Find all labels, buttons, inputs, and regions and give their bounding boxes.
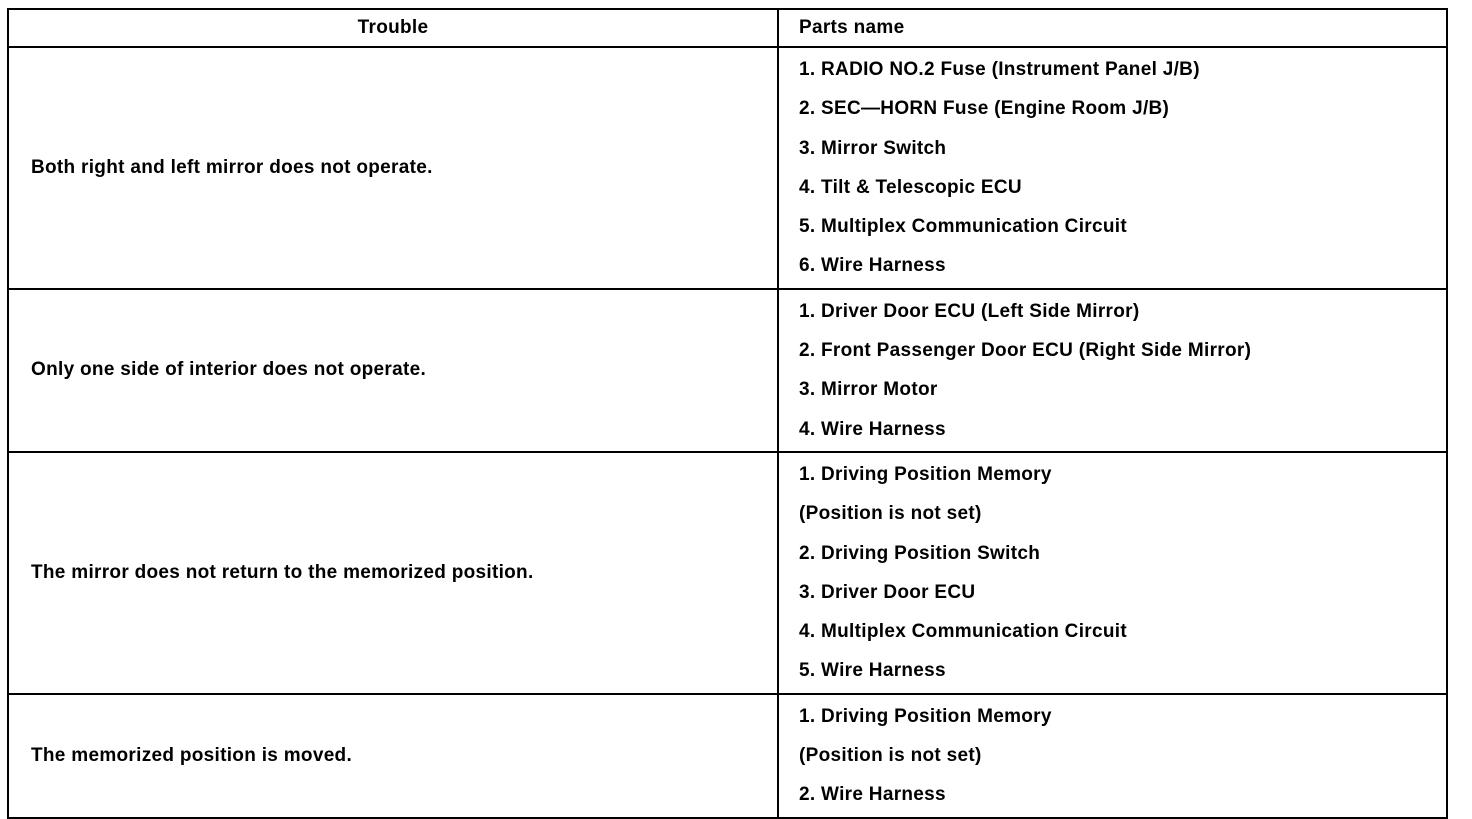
trouble-cell: Only one side of interior does not operate. [8, 289, 778, 452]
part-item: 4. Wire Harness [799, 418, 946, 440]
table-row [8, 47, 1447, 289]
part-item: 2. Front Passenger Door ECU (Right Side Mirror) [799, 340, 1252, 362]
table-row [8, 452, 1447, 694]
part-item: (Position is not set) [799, 503, 982, 525]
header-row [8, 9, 1447, 47]
parts-cell [778, 694, 1447, 818]
part-item: 1. Driving Position Memory [799, 705, 1052, 727]
part-item: (Position is not set) [799, 745, 982, 767]
trouble-cell: The memorized position is moved. [8, 694, 778, 818]
part-item: 3. Mirror Motor [799, 379, 938, 401]
header-parts-name: Parts name [778, 9, 1447, 47]
trouble-cell: The mirror does not return to the memorized position. [8, 452, 778, 694]
parts-cell [778, 47, 1447, 289]
part-item: 4. Multiplex Communication Circuit [799, 621, 1127, 643]
trouble-cell: Both right and left mirror does not operate. [8, 47, 778, 289]
parts-cell [778, 289, 1447, 452]
part-item: 1. Driving Position Memory [799, 463, 1052, 485]
table-row [8, 694, 1447, 818]
table-row [8, 289, 1447, 452]
parts-cell [778, 452, 1447, 694]
troubleshooting-table [7, 8, 1448, 819]
part-item: 1. RADIO NO.2 Fuse (Instrument Panel J/B) [799, 59, 1200, 80]
part-item: 5. Multiplex Communication Circuit [799, 216, 1127, 238]
table-header [8, 9, 1447, 47]
header-trouble: Trouble [8, 9, 778, 47]
part-item: 1. Driver Door ECU (Left Side Mirror) [799, 300, 1140, 322]
part-item: 3. Driver Door ECU [799, 581, 976, 603]
part-item: 3. Mirror Switch [799, 137, 947, 159]
table-body [8, 47, 1447, 818]
part-item: 2. Wire Harness [799, 784, 946, 806]
part-item: 5. Wire Harness [799, 660, 946, 682]
part-item: 2. SEC—HORN Fuse (Engine Room J/B) [799, 98, 1170, 120]
part-item: 6. Wire Harness [799, 255, 946, 277]
part-item: 4. Tilt & Telescopic ECU [799, 176, 1022, 198]
part-item: 2. Driving Position Switch [799, 542, 1041, 564]
